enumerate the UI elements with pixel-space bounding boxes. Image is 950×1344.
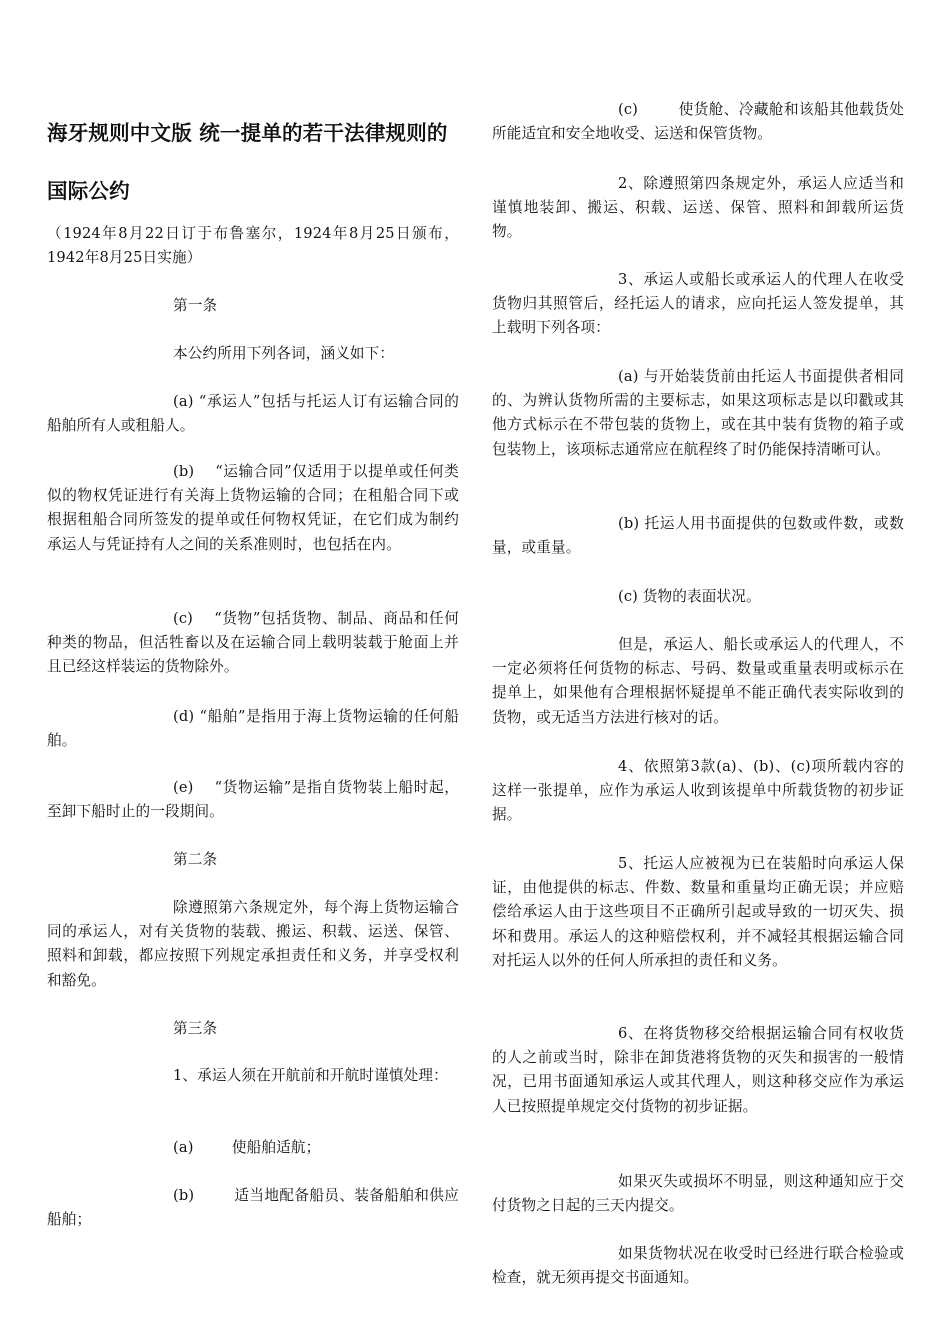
paragraph: 如果灭失或损坏不明显，则这种通知应于交付货物之日起的三天内提交。 [492, 1173, 904, 1215]
article-heading: 第二条 [173, 851, 218, 868]
paragraph: (c) “货物”包括货物、制品、商品和任何种类的物品，但活牲畜以及在运输合同上载明装载于舱面上并且已经这样装运的货物除外。 [47, 610, 459, 676]
paragraph: 2、除遵照第四条规定外，承运人应适当和谨慎地装卸、搬运、积载、运送、保管、照料和卸载所运货物。 [492, 175, 904, 241]
paragraph: (b) 适当地配备船员、装备船舶和供应船舶； [47, 1187, 459, 1229]
paragraph: (a) 使船舶适航； [173, 1139, 321, 1156]
paragraph: (d) “船舶”是指用于海上货物运输的任何船舶。 [47, 708, 459, 750]
paragraph: (c) 货物的表面状况。 [618, 588, 761, 605]
paragraph: 6、在将货物移交给根据运输合同有权收货的人之前或当时，除非在卸货港将货物的灭失和损害的一般情况，已用书面通知承运人或其代理人，则这种移交应作为承运人已按照提单规定交付货物的初步证据。 [492, 1025, 904, 1115]
document-subtitle: （1924年8月22日订于布鲁塞尔，1924年8月25日颁布，1942年8月25日实施） [47, 225, 459, 267]
paragraph: (e) “货物运输”是指自货物装上船时起，至卸下船时止的一段期间。 [47, 779, 459, 821]
paragraph: 如果货物状况在收受时已经进行联合检验或检查，就无须再提交书面通知。 [492, 1245, 904, 1287]
article-heading: 第三条 [173, 1020, 218, 1037]
paragraph: (b) 托运人用书面提供的包数或件数，或数量，或重量。 [492, 515, 904, 557]
paragraph: (b) “运输合同”仅适用于以提单或任何类似的物权凭证进行有关海上货物运输的合同；在租船合同下或根据租船合同所签发的提单或任何物权凭证，在它们成为制约承运人与凭证持有人之间的关系准则时，也包括在内。 [47, 463, 459, 553]
paragraph: 本公约所用下列各词，涵义如下： [173, 345, 395, 362]
document-title: 海牙规则中文版 统一提单的若干法律规则的国际公约 [47, 121, 448, 203]
paragraph: 3、承运人或船长或承运人的代理人在收受货物归其照管后，经托运人的请求，应向托运人签发提单，其上载明下列各项： [492, 271, 904, 337]
paragraph: (c) 使货舱、冷藏舱和该船其他载货处所能适宜和安全地收受、运送和保管货物。 [492, 101, 904, 143]
paragraph: 除遵照第六条规定外，每个海上货物运输合同的承运人，对有关货物的装载、搬运、积载、运送、保管、照料和卸载，都应按照下列规定承担责任和义务，并享受权利和豁免。 [47, 899, 459, 989]
paragraph: 1、承运人须在开航前和开航时谨慎处理： [173, 1067, 448, 1084]
paragraph: (a) 与开始装货前由托运人书面提供者相同的、为辨认货物所需的主要标志，如果这项标志是以印戳或其他方式标示在不带包装的货物上，或在其中装有货物的箱子或包装物上，该项标志通常应在航程终了时仍能保持清晰可认。 [492, 368, 904, 458]
paragraph: 5、托运人应被视为已在装船时向承运人保证，由他提供的标志、件数、数量和重量均正确无误；并应赔偿给承运人由于这些项目不正确所引起或导致的一切灭失、损坏和费用。承运人的这种赔偿权利，并不减轻其根据运输合同对托运人以外的任何人所承担的责任和义务。 [492, 855, 904, 969]
paragraph: 但是，承运人、船长或承运人的代理人，不一定必须将任何货物的标志、号码、数量或重量表明或标示在提单上，如果他有合理根据怀疑提单不能正确代表实际收到的货物，或无适当方法进行核对的话。 [492, 636, 904, 726]
paragraph: (a) “承运人”包括与托运人订有运输合同的船舶所有人或租船人。 [47, 393, 459, 435]
paragraph: 4、依照第3款(a)、(b)、(c)项所载内容的这样一张提单，应作为承运人收到该提单中所载货物的初步证据。 [492, 758, 904, 824]
article-heading: 第一条 [173, 297, 218, 314]
